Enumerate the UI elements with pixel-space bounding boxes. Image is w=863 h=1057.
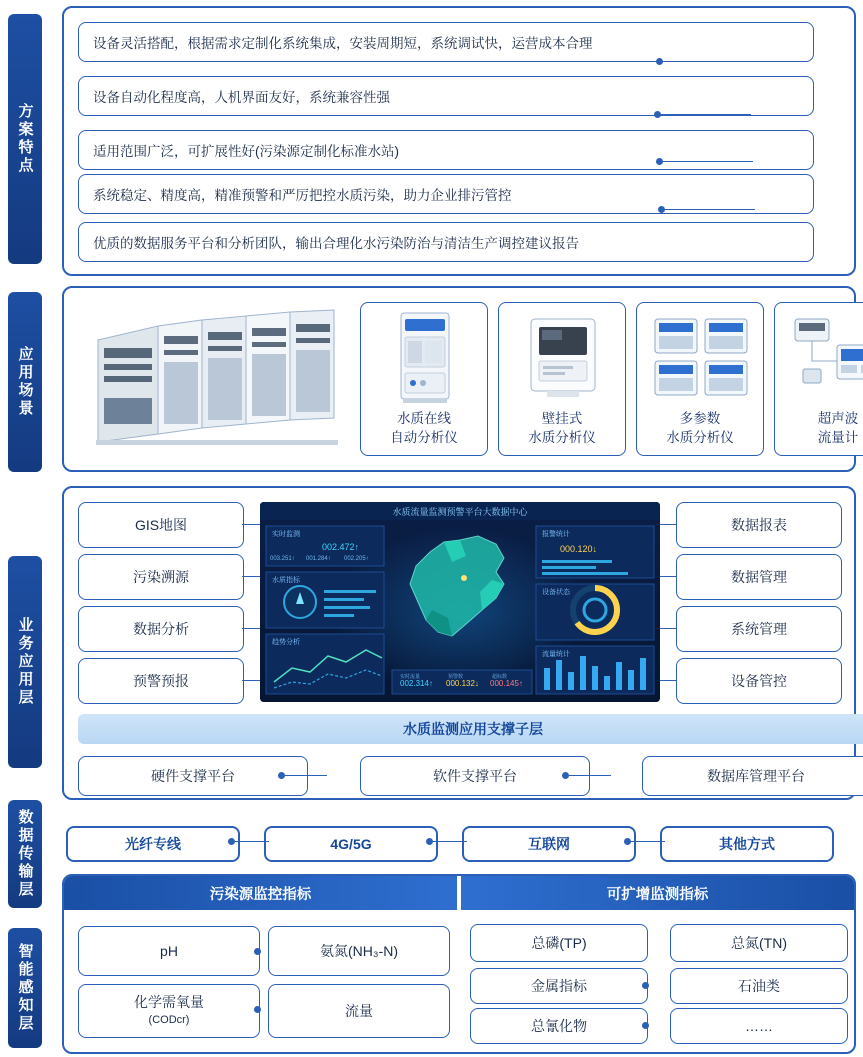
layer-label-transport xyxy=(8,800,42,908)
connector-line xyxy=(433,841,467,842)
connector-dot xyxy=(562,772,569,779)
layer-label-features xyxy=(8,14,42,264)
sensing-item-label: 流量 xyxy=(345,1003,373,1019)
sensing-item-cod[interactable] xyxy=(78,984,260,1038)
business-item-data-management[interactable] xyxy=(676,554,842,600)
feature-item xyxy=(78,22,814,62)
connector-dot xyxy=(642,1022,649,1029)
sensing-item-label: …… xyxy=(745,1018,773,1034)
device-caption-line1: 多参数 xyxy=(679,411,721,426)
connector-line xyxy=(242,680,260,681)
connector-line xyxy=(242,524,260,525)
sensing-item-label: 总磷(TP) xyxy=(531,935,587,951)
svg-text:002.314↑: 002.314↑ xyxy=(400,679,433,688)
business-item-label: 系统管理 xyxy=(731,621,787,637)
transport-item-4g5g[interactable] xyxy=(264,826,438,862)
support-sublayer-label: 水质监测应用支撑子层 xyxy=(403,721,543,737)
sensing-item-tn[interactable] xyxy=(670,924,848,962)
svg-text:003.251↑: 003.251↑ xyxy=(270,556,295,562)
business-panel xyxy=(62,486,856,800)
sensing-header-left: 污染源监控指标 xyxy=(209,886,312,903)
sensing-header-right: 可扩增监测指标 xyxy=(606,886,709,903)
sensing-item-ammonia[interactable] xyxy=(268,926,450,976)
device-card-wall-mounted-analyzer xyxy=(498,302,626,456)
device-caption-line2: 自动分析仪 xyxy=(390,430,458,445)
connector-dot xyxy=(658,206,665,213)
device-caption-line2: 流量计 xyxy=(817,430,859,445)
scenarios-panel xyxy=(62,286,859,472)
device-caption-line2: 水质分析仪 xyxy=(666,430,734,445)
connector-dot xyxy=(642,982,649,989)
business-item-gis-map[interactable] xyxy=(78,502,244,548)
svg-text:001.284↑: 001.284↑ xyxy=(306,556,331,562)
platform-label: 数据库管理平台 xyxy=(707,768,805,784)
sensing-item-label: 氨氮(NH₃-N) xyxy=(319,943,399,959)
feature-text: 设备灵活搭配，根据需求定制化系统集成，安装周期短，系统调试快，运营成本合理 xyxy=(93,36,593,51)
features-panel xyxy=(62,6,856,276)
sensing-item-petroleum[interactable] xyxy=(670,968,848,1004)
connector-dot xyxy=(254,1006,261,1013)
svg-text:实时监测: 实时监测 xyxy=(272,531,300,538)
svg-text:000.120↓: 000.120↓ xyxy=(560,544,598,554)
business-item-label: 数据报表 xyxy=(731,517,787,533)
sensing-item-tp[interactable] xyxy=(470,924,648,962)
connector-dot xyxy=(228,838,235,845)
server-rack-illustration xyxy=(78,302,346,456)
device-caption-line1: 超声波 xyxy=(817,411,859,426)
transport-label: 互联网 xyxy=(528,836,570,852)
svg-text:趋势分析: 趋势分析 xyxy=(272,639,300,646)
feature-text: 设备自动化程度高，人机界面友好，系统兼容性强 xyxy=(93,90,390,105)
feature-item xyxy=(78,174,814,214)
layer-label-features-text: 方案特点 xyxy=(16,103,34,175)
sensing-item-label: 化学需氧量 xyxy=(134,994,204,1010)
feature-item xyxy=(78,222,814,262)
layer-label-scenarios-text: 应用场景 xyxy=(16,346,34,418)
sensing-item-flow[interactable] xyxy=(268,984,450,1038)
connector-line xyxy=(660,680,676,681)
sensing-item-label: 石油类 xyxy=(738,978,780,994)
business-item-early-warning[interactable] xyxy=(78,658,244,704)
connector-line xyxy=(235,841,269,842)
svg-text:002.205↑: 002.205↑ xyxy=(344,556,369,562)
connector-line xyxy=(660,628,676,629)
business-item-label: 污染溯源 xyxy=(133,569,189,585)
svg-text:实时流量: 实时流量 xyxy=(400,674,421,680)
connector-line xyxy=(569,775,611,776)
sensing-item-label: pH xyxy=(160,943,178,959)
layer-label-sensing xyxy=(8,928,42,1048)
business-item-data-analysis[interactable] xyxy=(78,606,244,652)
business-item-device-control[interactable] xyxy=(676,658,842,704)
connector-line xyxy=(242,576,260,577)
feature-item xyxy=(78,130,814,170)
svg-text:报警统计: 报警统计 xyxy=(542,531,570,538)
platform-label: 软件支撑平台 xyxy=(433,768,517,784)
device-caption xyxy=(637,409,763,447)
connector-dot xyxy=(254,948,261,955)
sensing-header xyxy=(64,876,854,910)
business-item-label: 数据管理 xyxy=(731,569,787,585)
connector-line xyxy=(285,775,327,776)
business-item-pollution-tracing[interactable] xyxy=(78,554,244,600)
transport-label: 光纤专线 xyxy=(125,836,181,852)
svg-text:水质指标: 水质指标 xyxy=(272,577,300,584)
connector-dot xyxy=(278,772,285,779)
connector-dot xyxy=(654,111,661,118)
transport-label: 其他方式 xyxy=(719,836,775,852)
platform-hardware[interactable] xyxy=(78,756,308,796)
layer-label-transport-text: 数据传输层 xyxy=(16,809,34,899)
connector-line xyxy=(663,161,753,162)
layer-label-sensing-text: 智能感知层 xyxy=(16,943,34,1033)
sensing-item-label: 总氮(TN) xyxy=(731,935,787,951)
transport-item-fiber[interactable] xyxy=(66,826,240,862)
svg-text:000.145↑: 000.145↑ xyxy=(490,679,523,688)
sensing-item-more[interactable] xyxy=(670,1008,848,1044)
svg-text:设备状态: 设备状态 xyxy=(542,589,570,596)
sensing-item-label: 总氰化物 xyxy=(531,1018,587,1034)
business-item-label: 预警预报 xyxy=(133,673,189,689)
sensing-item-label: 金属指标 xyxy=(531,978,587,994)
device-caption xyxy=(499,409,625,447)
connector-line xyxy=(242,628,260,629)
sensing-item-metal[interactable] xyxy=(470,968,648,1004)
business-item-system-management[interactable] xyxy=(676,606,842,652)
connector-dot xyxy=(656,158,663,165)
connector-line xyxy=(661,114,751,115)
device-card-ultrasonic-flowmeter xyxy=(774,302,863,456)
dashboard-preview xyxy=(260,502,660,702)
layer-label-scenarios xyxy=(8,292,42,472)
platform-software[interactable] xyxy=(360,756,590,796)
layer-label-business xyxy=(8,556,42,768)
connector-line xyxy=(665,209,755,210)
connector-dot xyxy=(656,58,663,65)
svg-text:超标数: 超标数 xyxy=(492,674,508,680)
transport-label: 4G/5G xyxy=(330,836,372,852)
feature-text: 优质的数据服务平台和分析团队，输出合理化水污染防治与清洁生产调控建议报告 xyxy=(93,236,579,251)
support-sublayer-bar xyxy=(78,714,863,744)
connector-line xyxy=(663,61,753,62)
business-item-label: GIS地图 xyxy=(134,517,188,533)
connector-line xyxy=(660,576,676,577)
sensing-panel xyxy=(62,874,856,1054)
svg-text:流量统计: 流量统计 xyxy=(542,651,570,658)
device-caption xyxy=(361,409,487,447)
svg-text:预警数: 预警数 xyxy=(448,674,464,680)
business-item-label: 设备管控 xyxy=(731,673,787,689)
feature-text: 系统稳定、精度高，精准预警和严厉把控水质污染，助力企业排污管控 xyxy=(93,188,512,203)
connector-dot xyxy=(426,838,433,845)
business-item-data-report[interactable] xyxy=(676,502,842,548)
device-card-multi-parameter-analyzer xyxy=(636,302,764,456)
transport-item-internet[interactable] xyxy=(462,826,636,862)
svg-text:002.472↑: 002.472↑ xyxy=(322,542,360,552)
svg-text:水质流量监测预警平台大数据中心: 水质流量监测预警平台大数据中心 xyxy=(392,507,528,517)
device-caption-line2: 水质分析仪 xyxy=(528,430,596,445)
device-caption-line1: 壁挂式 xyxy=(541,411,583,426)
sensing-item-cyanide[interactable] xyxy=(470,1008,648,1044)
platform-label: 硬件支撑平台 xyxy=(151,768,235,784)
transport-item-other[interactable] xyxy=(660,826,834,862)
connector-line xyxy=(660,524,676,525)
svg-text:000.132↓: 000.132↓ xyxy=(446,679,479,688)
sensing-item-ph[interactable] xyxy=(78,926,260,976)
feature-text: 适用范围广泛，可扩展性好(污染源定制化标准水站) xyxy=(93,144,399,159)
connector-dot xyxy=(624,838,631,845)
layer-label-business-text: 业务应用层 xyxy=(16,617,34,707)
feature-item xyxy=(78,76,814,116)
sensing-item-sublabel: (CODcr) xyxy=(148,1014,190,1026)
platform-database[interactable] xyxy=(642,756,863,796)
device-caption-line1: 水质在线 xyxy=(397,411,451,426)
device-caption xyxy=(775,409,863,447)
business-item-label: 数据分析 xyxy=(133,621,189,637)
device-card-water-quality-analyzer xyxy=(360,302,488,456)
connector-line xyxy=(631,841,665,842)
